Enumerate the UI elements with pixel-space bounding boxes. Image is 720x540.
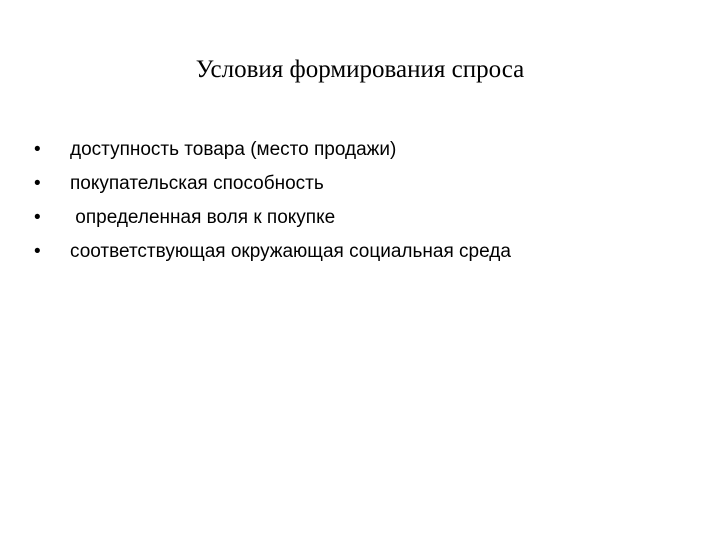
bullet-icon: • xyxy=(34,207,41,228)
list-item-text: соответствующая окружающая социальная среда xyxy=(70,241,511,262)
slide-title: Условия формирования спроса xyxy=(195,56,525,83)
list-item-text: доступность товара (место продажи) xyxy=(70,139,397,160)
list-item-text: определенная воля к покупке xyxy=(70,207,336,228)
list-item xyxy=(34,167,511,201)
list-item xyxy=(34,133,511,167)
list-item xyxy=(34,235,511,269)
bullet-icon: • xyxy=(34,241,41,262)
bullet-icon: • xyxy=(34,173,41,194)
bullet-list xyxy=(34,133,511,269)
list-item xyxy=(34,201,511,235)
bullet-icon: • xyxy=(34,139,41,160)
list-item-text: покупательская способность xyxy=(70,173,324,194)
